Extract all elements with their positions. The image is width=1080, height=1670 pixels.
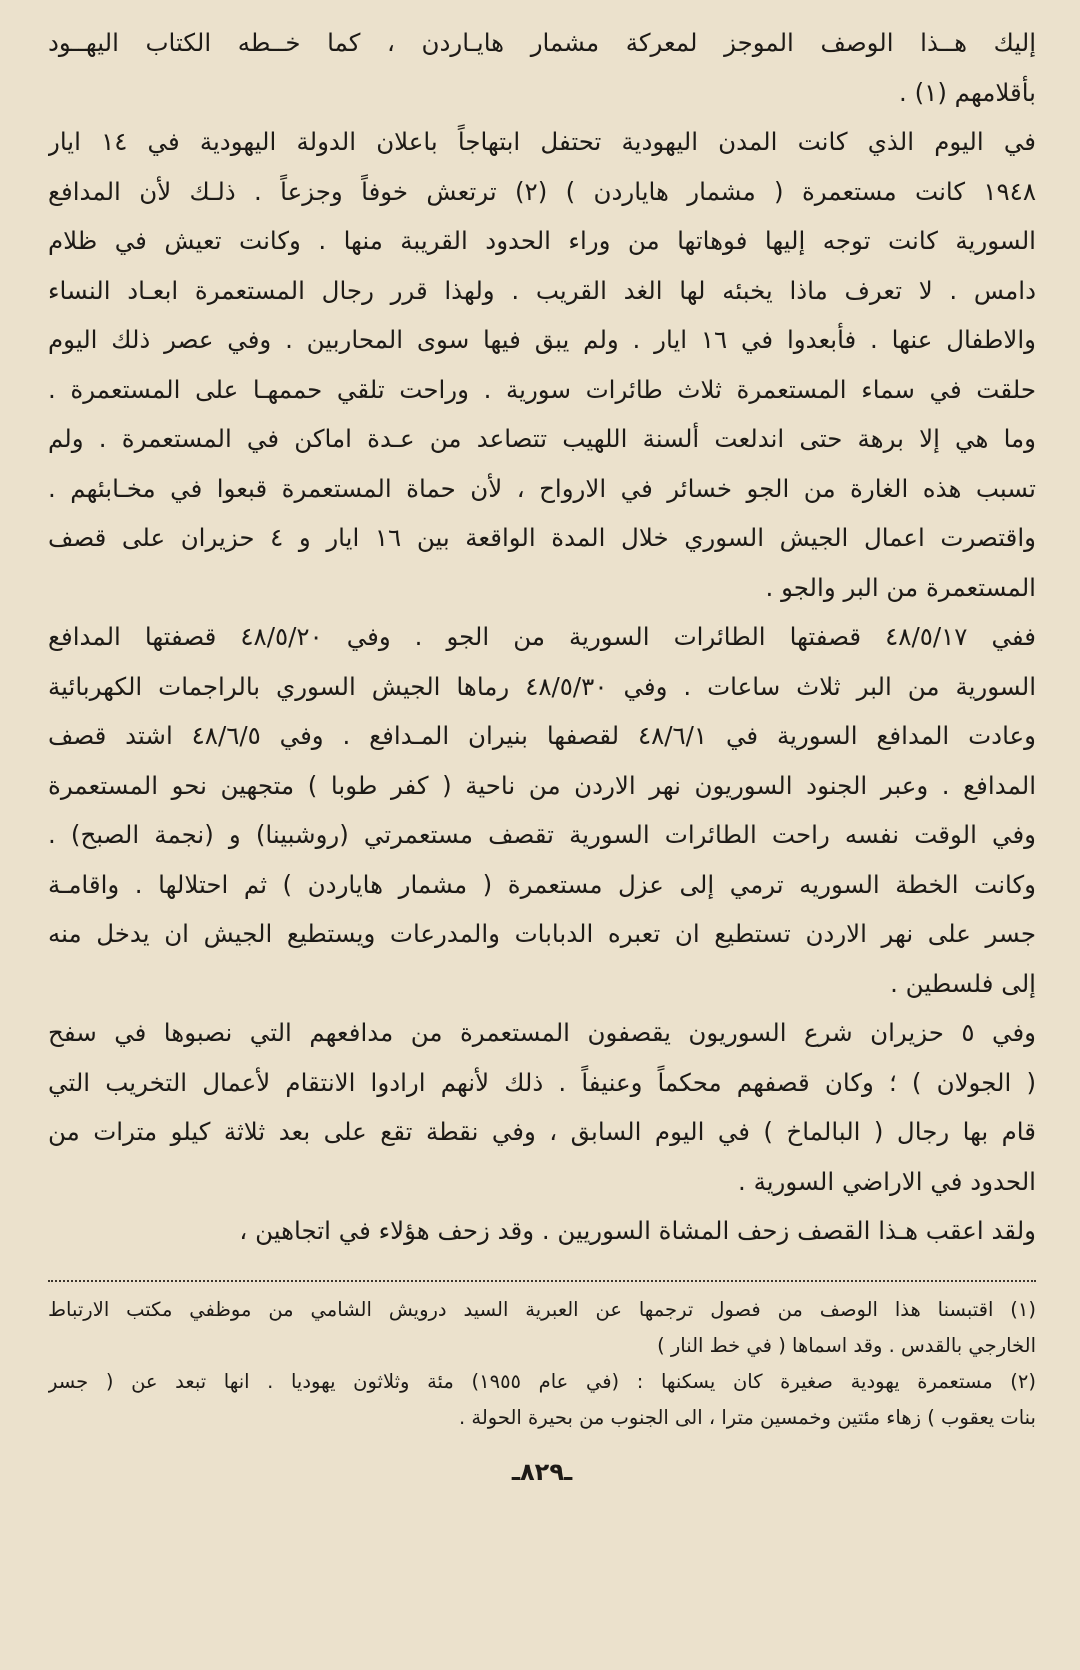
text-line: وفي ٥ حزيران شرع السوريون يقصفون المستعمرة من مدافعهم التي نصبوها في سفح: [48, 1018, 1036, 1047]
text-line: إلى فلسطين .: [890, 968, 1036, 998]
text-line: تسبب هذه الغارة من الجو خسائر في الارواح ، لأن حماة المستعمرة قبعوا في مخـابئهم .: [48, 473, 1036, 503]
footnote-line: (٢) مستعمرة يهودية صغيرة كان يسكنها : (في عام ١٩٥٥) مئة وثلاثون يهوديا . انها تبعد عن ( جسر: [48, 1369, 1036, 1393]
text-line: المستعمرة من البر والجو .: [765, 572, 1036, 602]
text-line: ففي ٤٨/٥/١٧ قصفتها الطائرات السورية من الجو . وفي ٤٨/٥/٢٠ قصفتها المدافع: [48, 622, 1036, 651]
footnote-line: (١) اقتبسنا هذا الوصف من فصول ترجمها عن العبرية السيد درويش الشامي من موظفي مكتب الارتباط: [48, 1297, 1036, 1321]
text-line: حلقت في سماء المستعمرة ثلاث طائرات سورية . وراحت تلقي حممهـا على المستعمرة .: [48, 374, 1036, 404]
body-text: [48, 18, 1036, 1256]
footnote-line: الخارجي بالقدس . وقد اسماها ( في خط النار ): [657, 1333, 1036, 1357]
text-line: دامس . لا تعرف ماذا يخبئه لها الغد القريب . ولهذا قرر رجال المستعمرة ابعـاد النساء: [48, 275, 1036, 305]
text-line: ولقد اعقب هـذا القصف زحف المشاة السوريين . وقد زحف هؤلاء في اتجاهين ،: [239, 1216, 1036, 1245]
footnotes: [48, 1292, 1036, 1436]
text-line: ( الجولان ) ؛ وكان قصفهم محكماً وعنيفاً . ذلك لأنهم ارادوا الانتقام لأعمال التخريب التي: [48, 1067, 1036, 1097]
footnote-divider: [48, 1280, 1036, 1282]
page-number: ـ٨٢٩ـ: [511, 1457, 573, 1486]
text-line: السورية من البر ثلاث ساعات . وفي ٤٨/٥/٣٠ رماها الجيش السوري بالراجمات الكهربائية: [48, 671, 1036, 701]
text-line: بأقلامهم (١) .: [899, 77, 1036, 107]
text-line: في اليوم الذي كانت المدن اليهودية تحتفل ابتهاجاً باعلان الدولة اليهودية في ١٤ ايار: [48, 127, 1036, 156]
text-line: المدافع . وعبر الجنود السوريون نهر الاردن من ناحية ( كفر طوبا ) متجهين نحو المستعمرة: [48, 770, 1036, 800]
text-line: وما هي إلا برهة حتى اندلعت ألسنة اللهيب تتصاعد من عـدة اماكن في المستعمرة . ولم: [48, 424, 1036, 453]
text-line: وعادت المدافع السورية في ٤٨/٦/١ لقصفها بنيران المـدافع . وفي ٤٨/٦/٥ اشتد قصف: [48, 721, 1036, 750]
text-line: إليك هــذا الوصف الموجز لمعركة مشمار هايـاردن ، كما خــطه الكتاب اليهــود: [48, 28, 1036, 57]
text-line: وكانت الخطة السوريه ترمي إلى عزل مستعمرة ( مشمار هاياردن ) ثم احتلالها . واقامـة: [48, 869, 1036, 899]
text-line: الحدود في الاراضي السورية .: [738, 1166, 1036, 1196]
text-line: قام بها رجال ( البالماخ ) في اليوم السابق ، وفي نقطة تقع على بعد ثلاثة كيلو مترات من: [48, 1117, 1036, 1146]
text-line: ١٩٤٨ كانت مستعمرة ( مشمار هاياردن ) (٢) ترتعش خوفاً وجزعاً . ذلـك لأن المدافع: [48, 176, 1036, 206]
footnote-line: بنات يعقوب ) زهاء مئتين وخمسين مترا ، الى الجنوب من بحيرة الحولة .: [458, 1405, 1036, 1429]
text-line: وفي الوقت نفسه راحت الطائرات السورية تقصف مستعمرتي (روشبينا) و (نجمة الصبح) .: [48, 820, 1036, 849]
text-line: السورية كانت توجه إليها فوهاتها من وراء الحدود القريبة منها . وكانت تعيش في ظلام: [48, 226, 1036, 255]
text-line: واقتصرت اعمال الجيش السوري خلال المدة الواقعة بين ١٦ ايار و ٤ حزيران على قصف: [48, 523, 1036, 552]
text-line: والاطفال عنها . فأبعدوا في ١٦ ايار . ولم يبق فيها سوى المحاربين . وفي عصر ذلك اليوم: [48, 325, 1036, 354]
text-line: جسر على نهر الاردن تستطيع ان تعبره الدبابات والمدرعات ويستطيع الجيش ان يدخل منه: [48, 919, 1036, 948]
document-page: [48, 18, 1036, 1486]
